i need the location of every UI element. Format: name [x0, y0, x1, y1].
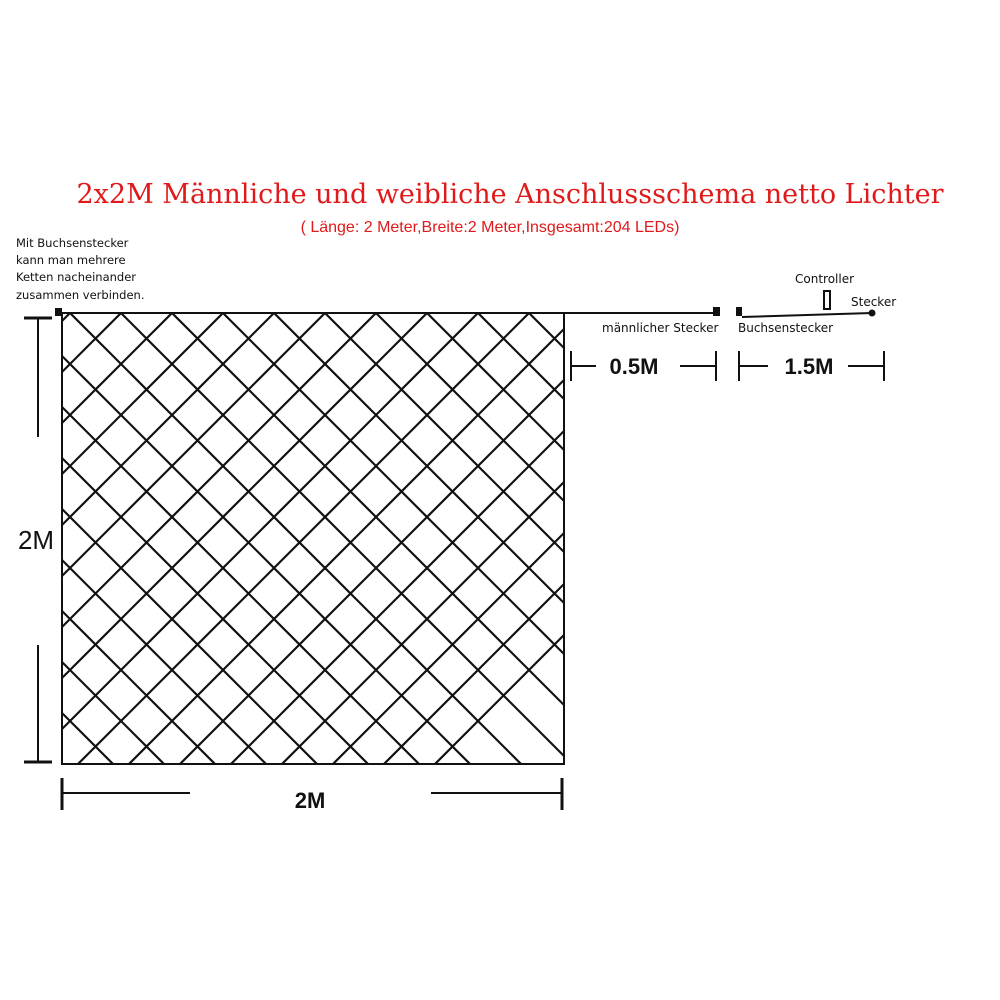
net-strand-down — [223, 313, 674, 764]
controller-box — [824, 291, 830, 309]
net-strand-up — [0, 313, 19, 764]
net-strand-down — [0, 313, 11, 764]
net-strand-down — [478, 313, 929, 764]
dim-power-label: 1.5M — [784, 354, 834, 379]
net-strand-down — [0, 313, 368, 764]
net-strand-up — [384, 313, 835, 764]
controller-label: Controller — [795, 272, 855, 286]
net-strand-up — [78, 313, 529, 764]
net-strand-up — [282, 313, 733, 764]
net-strand-down — [325, 313, 776, 764]
dim-height-label: 2M — [17, 525, 55, 555]
net-strand-down — [733, 313, 1000, 764]
dim-lead-label: 0.5M — [609, 354, 659, 379]
plug-end — [869, 310, 876, 317]
net-strand-down — [274, 313, 725, 764]
net-strand-up — [27, 313, 478, 764]
net-strand-up — [435, 313, 886, 764]
plug-label: Stecker — [851, 295, 897, 309]
net-strand-down — [580, 313, 1000, 764]
net-grid — [0, 313, 1000, 764]
net-strand-down — [886, 313, 1000, 764]
net-strand-down — [784, 313, 1000, 764]
note-line-4: zusammen verbinden. — [16, 288, 145, 302]
net-strand-down — [376, 313, 827, 764]
net-strand-down — [427, 313, 878, 764]
net-strand-down — [835, 313, 1000, 764]
note-line-2: kann man mehrere — [16, 253, 126, 267]
net-strand-up — [129, 313, 580, 764]
net-strand-down — [682, 313, 1000, 764]
female-connector-left — [55, 308, 62, 316]
note-line-1: Mit Buchsenstecker — [16, 236, 129, 250]
dim-width — [62, 778, 562, 813]
dim-power-cable — [739, 351, 884, 381]
power-cable — [742, 313, 872, 317]
female-socket-end — [736, 307, 742, 316]
net-strand-up — [231, 313, 682, 764]
net-strand-down — [70, 313, 521, 764]
dim-height — [18, 318, 54, 762]
male-plug-label: männlicher Stecker — [602, 321, 719, 335]
note-line-3: Ketten nacheinander — [16, 270, 137, 284]
male-plug-end — [713, 307, 720, 316]
diagram-subtitle: ( Länge: 2 Meter,Breite:2 Meter,Insgesamt:204 LEDs) — [300, 219, 680, 236]
dim-width-label: 2M — [294, 788, 326, 813]
net-strand-down — [19, 313, 470, 764]
net-strand-up — [0, 313, 427, 764]
net-strand-down — [631, 313, 1000, 764]
net-strand-down — [529, 313, 980, 764]
female-socket-label: Buchsenstecker — [738, 321, 834, 335]
dim-lead-length — [571, 351, 716, 381]
net-strand-down — [121, 313, 572, 764]
net-strand-down — [172, 313, 623, 764]
diagram-title: 2x2M Männliche und weibliche Anschlussschema netto Lichter — [76, 179, 944, 210]
